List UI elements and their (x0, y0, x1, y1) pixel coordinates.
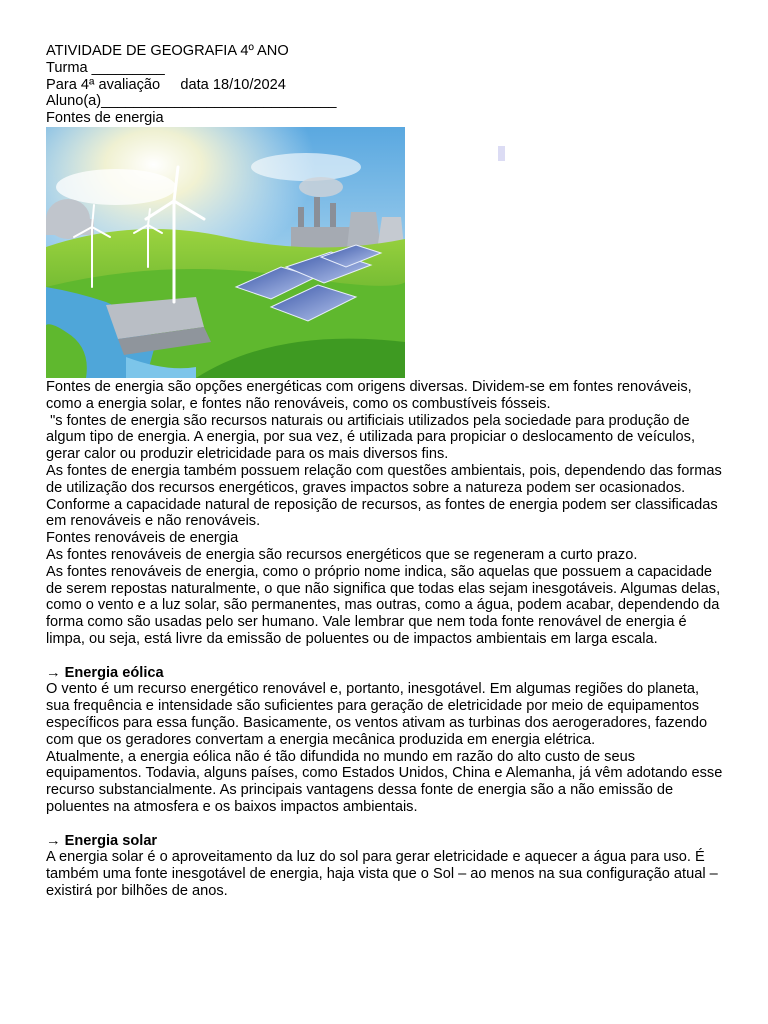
intro-paragraph-6: As fontes renováveis de energia, como o próprio nome indica, são aquelas que possuem a capacidade de serem repostas naturalmente, o que não significa que todas elas sejam inesgotáveis. Algumas delas, como o vento e a luz solar, são permanentes, mas outras, como a água, podem acabar, dependendo da forma como são usadas pelo ser humano. Vale lembrar que nem toda fonte renovável de energia é limpa, ou seja, está livre da emissão de poluentes ou de impactos ambientais em larga escala. (46, 563, 725, 647)
energy-sources-illustration (46, 127, 405, 378)
spacer (46, 648, 726, 665)
worksheet-title: ATIVIDADE DE GEOGRAFIA 4º ANO (46, 43, 289, 59)
eolica-paragraph-2: Atualmente, a energia eólica não é tão difundida no mundo em razão do alto custo de seus equipamentos. Todavia, alguns países, como Estados Unidos, China e Alemanha, já vêm adotando esse recurso substancialmente. As principais vantagens dessa fonte de energia são a não emissão de poluentes na atmosfera e os baixos impactos ambientais. (46, 748, 727, 815)
worksheet-page (46, 43, 726, 900)
spacer (46, 816, 726, 833)
intro-paragraph-3: As fontes de energia também possuem relação com questões ambientais, pois, dependendo das formas de utilização dos recursos energéticos, graves impactos sobre a natureza podem ser ocasionados. (46, 462, 726, 496)
eolica-heading: → Energia eólica (46, 664, 164, 681)
intro-paragraph-2: "s fontes de energia são recursos naturais ou artificiais utilizados pela sociedade para produção de algum tipo de energia. A energia, por sua vez, é utilizada para propiciar o deslocamento de veículos, gerar calor ou produzir eletricidade para os mais diversos fins. (46, 412, 700, 463)
solar-paragraph-1: A energia solar é o aproveitamento da luz do sol para gerar eletricidade e aquecer a água para uso. É também uma fonte inesgotável de energia, haja vista que o Sol – ao menos na sua configuração atual – existirá por bilhões de anos. (46, 849, 722, 899)
turma-field: Turma _________ (46, 59, 165, 76)
intro-paragraph-4: Conforme a capacidade natural de reposição de recursos, as fontes de energia podem ser classificadas em renováveis e não renováveis. (46, 496, 722, 530)
intro-paragraph-1: Fontes de energia são opções energéticas com origens diversas. Dividem-se em fontes renováveis, como a energia solar, e fontes não renováveis, como os combustíveis fósseis. (46, 378, 696, 412)
solar-heading: → Energia solar (46, 832, 158, 849)
topic-heading: Fontes de energia (46, 110, 164, 127)
renewable-subheading: Fontes renováveis de energia (46, 530, 239, 547)
eolica-paragraph-1: O vento é um recurso energético renovável e, portanto, inesgotável. Em algumas regiões do planeta, sua frequência e intensidade são suficientes para geração de eletricidade por meio de equipamentos específicos para essa função. Basicamente, os ventos ativam as turbinas dos aerogeradores, fazendo com que os geradores convertam a energia mecânica produzida em energia elétrica. (46, 681, 712, 748)
student-name-field: Aluno(a)_____________________________ (46, 93, 337, 110)
evaluation-date-line: Para 4ª avaliação data 18/10/2024 (46, 76, 286, 93)
text-cursor-marker (498, 146, 505, 161)
intro-paragraph-5: As fontes renováveis de energia são recursos energéticos que se regeneram a curto prazo. (46, 546, 638, 563)
